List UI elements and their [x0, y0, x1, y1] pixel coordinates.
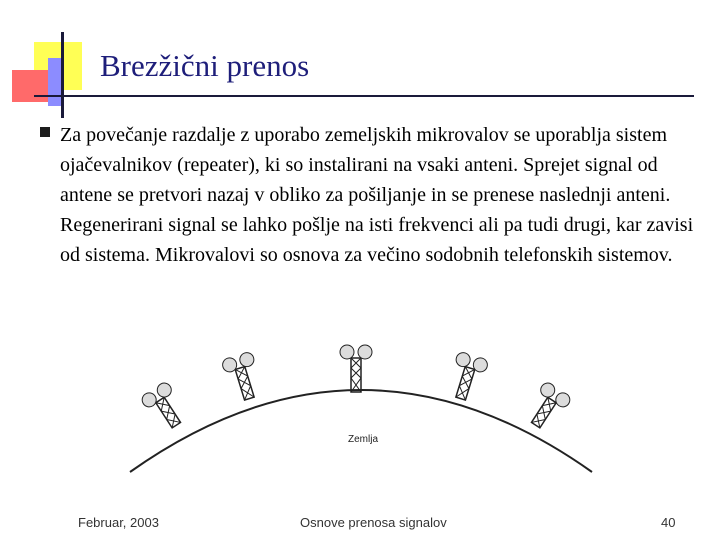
bullet-square-icon — [40, 127, 50, 137]
page-number: 40 — [661, 515, 676, 530]
antenna-dish — [140, 390, 159, 409]
antenna-dish — [238, 351, 255, 368]
antenna-dish — [553, 390, 572, 409]
relay-tower — [221, 351, 265, 403]
antenna-dish — [454, 351, 471, 368]
antenna-dish — [155, 380, 174, 399]
relay-tower — [445, 351, 489, 403]
antenna-dish — [340, 345, 354, 359]
body-paragraph: Za povečanje razdalje z uporabo zemeljskih mikrovalov se uporablja sistem ojačevalnikov (repeater), ki so instalirani na vsaki anteni. Sprejet signal od antene se pretvori nazaj v obliko za pošiljanje in se prenese naslednji anteni. Regenerirani signal se lahko pošlje na isti frekvenci ali pa tudi drugi, kar zavisi od sistema. Mikrovalovi so osnova za večino sodobnih telefonskih sistemov. — [60, 124, 694, 266]
earth-label: Zemlja — [348, 434, 379, 445]
microwave-relay-figure — [118, 338, 604, 474]
relay-tower — [522, 380, 572, 433]
earth-arc — [130, 390, 592, 472]
antenna-dish — [358, 345, 372, 359]
slide-title: Brezžični prenos — [100, 48, 310, 83]
antenna-dish — [538, 380, 557, 399]
footer-course-title: Osnove prenosa signalov — [300, 515, 447, 530]
relay-tower — [340, 345, 372, 392]
decor-vertical-line — [61, 32, 64, 118]
relay-tower — [140, 380, 190, 433]
title-underline — [34, 95, 694, 97]
footer-date: Februar, 2003 — [78, 515, 159, 530]
